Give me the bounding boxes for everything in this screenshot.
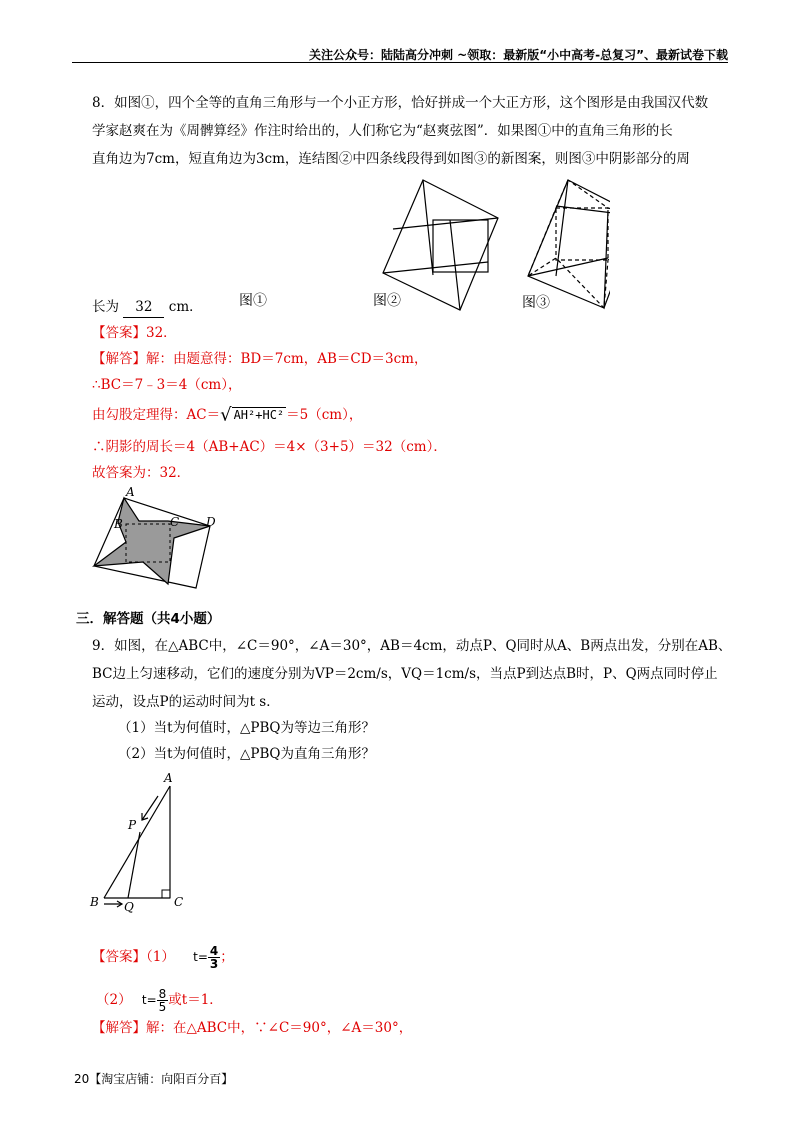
q8-answer: 【答案】32．: [92, 325, 177, 341]
q9-ans2-var: t=: [141, 993, 157, 1007]
label-A: A: [126, 485, 135, 499]
q9-ans1-num: 4: [209, 944, 219, 958]
q8-line1: 8．如图①，四个全等的直角三角形与一个小正方形，恰好拼成一个大正方形，这个图形是由我国汉代数: [92, 95, 709, 111]
label-B: B: [114, 517, 123, 531]
q8-solution-4: ∴阴影的周长＝4（AB+AC）＝4×（3+5）＝32（cm）．: [92, 439, 447, 455]
figure-1-label: 图①: [239, 293, 267, 309]
q8-answer-blank: 32: [123, 297, 164, 318]
q8-solution-3-pre: 由勾股定理得：AC＝: [92, 407, 221, 423]
q8-line2: 学家赵爽在为《周髀算经》作注时给出的，人们称它为“赵爽弦图”．如果图①中的直角三角形的长: [92, 123, 673, 139]
q9-figure: [84, 768, 204, 916]
q9-ans2-den: 5: [158, 1000, 167, 1014]
q9-ans2-label: （2）: [96, 992, 132, 1008]
q9-ans1-fraction: [208, 945, 220, 970]
q9-ans1-den: 3: [209, 957, 219, 971]
q9-answer-label: 【答案】（1）: [92, 949, 175, 965]
label-D: D: [206, 515, 216, 529]
q9-ans2-num: 8: [158, 987, 167, 1001]
label-A: A: [164, 771, 173, 785]
label-C: C: [174, 895, 184, 909]
q9-part-1: （1）当t为何值时，△PBQ为等边三角形？: [118, 720, 375, 736]
q9-answer-1: [92, 945, 234, 970]
section-3-title: 三．解答题（共4小题）: [76, 611, 221, 627]
q9-line1: 9．如图，在△ABC中，∠C＝90°，∠A＝30°，AB＝4cm，动点P、Q同时从A、B两点出发，分别在AB、: [92, 638, 732, 654]
q8-solution-1: 【解答】解：由题意得：BD＝7cm，AB＝CD＝3cm，: [92, 351, 428, 367]
q8-solution-3-post: ＝5（cm），: [286, 407, 363, 423]
q8-line4: [92, 297, 203, 318]
figure-3-label: 图③: [522, 295, 550, 311]
q8-solution-3: [92, 405, 362, 426]
label-B: B: [90, 895, 99, 909]
q9-ans1-var: t=: [193, 950, 208, 964]
q8-line3: 直角边为7cm，短直角边为3cm，连结图②中四条线段得到如图③的新图案，则图③中阴影部分的周: [92, 151, 690, 167]
q9-solution-1: 【解答】解：在△ABC中，∵∠C＝90°，∠A＝30°，: [92, 1020, 413, 1036]
figure-2: [528, 180, 610, 308]
q9-answer-2: [96, 988, 223, 1013]
header-divider: [72, 62, 728, 63]
q8-solution-5: 故答案为：32．: [92, 465, 191, 481]
q9-part-2: （2）当t为何值时，△PBQ为直角三角形？: [118, 746, 375, 762]
sqrt-sign-icon: √: [220, 404, 232, 426]
q8-solution-figure: [88, 484, 228, 596]
label-C: C: [170, 515, 180, 529]
q9-line2: BC边上匀速移动，它们的速度分别为VP＝2cm/s，VQ＝1cm/s，当点P到达点B时，P、Q两点同时停止: [92, 666, 718, 682]
figure-2-label: 图②: [373, 293, 401, 309]
q9-ans2-end: 或t＝1．: [168, 992, 223, 1008]
q9-line3: 运动，设点P的运动时间为t s．: [92, 694, 280, 710]
q8-solution-3-root: AH²+HC²: [233, 408, 285, 422]
label-P: P: [128, 818, 137, 832]
q8-line4-post: cm．: [168, 299, 203, 315]
q9-ans2-fraction: [157, 988, 169, 1013]
label-Q: Q: [124, 900, 134, 914]
q8-solution-2: ∴BC＝7﹣3＝4（cm），: [92, 377, 242, 393]
q9-ans1-end: ；: [220, 949, 234, 965]
page-footer: 20【淘宝店铺：向阳百分百】: [74, 1072, 234, 1086]
q8-line4-pre: 长为: [92, 299, 119, 315]
page-header: 关注公众号：陆陆高分冲刺 ~领取：最新版“小中高考-总复习”、最新试卷下载: [309, 48, 728, 62]
